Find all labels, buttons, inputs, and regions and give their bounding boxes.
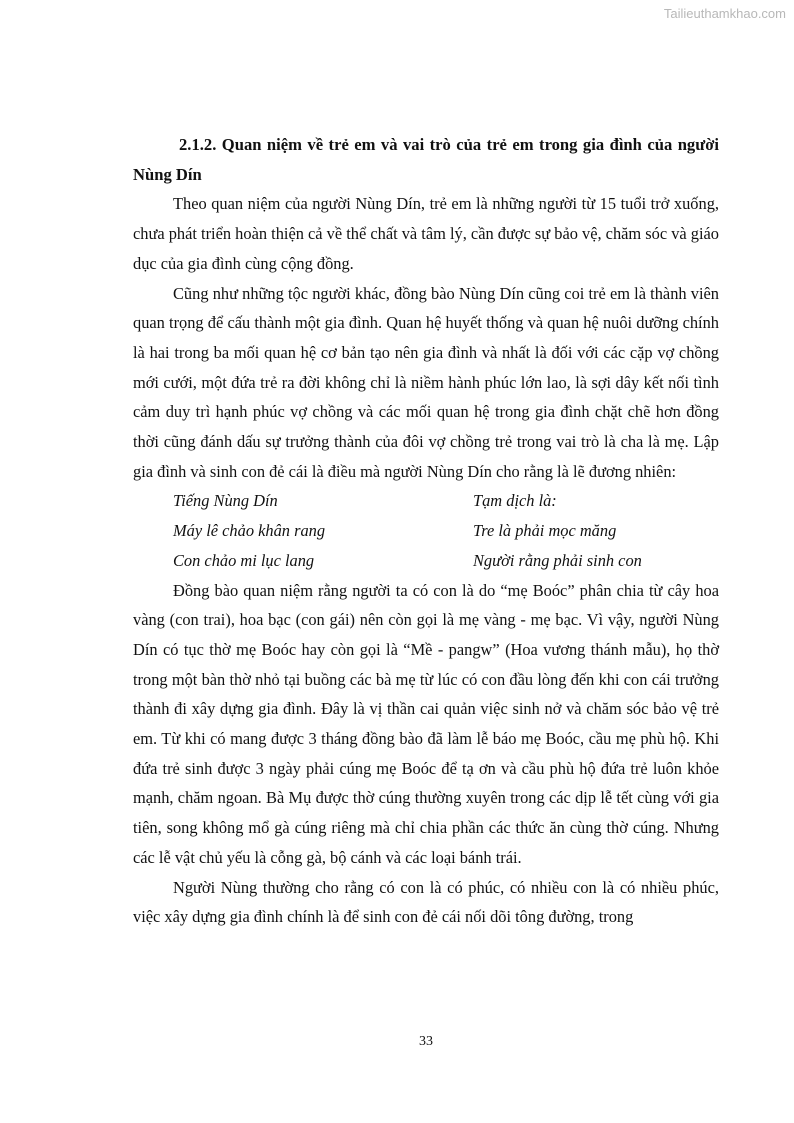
verse-translation-line: Tre là phải mọc măng [473, 521, 617, 541]
paragraph-1: Theo quan niệm của người Nùng Dín, trẻ em là những người từ 15 tuổi trở xuống, chưa phát triển hoàn thiện cả về thể chất và tâm lý, cần được sự bảo vệ, chăm sóc và giáo dục của gia đình cùng cộng đồng. [133, 194, 720, 273]
verse-nung-din-line: Con chảo mi lục lang [173, 550, 315, 570]
verse-nung-din-line: Máy lê chảo khân rang [173, 521, 326, 541]
verse-nung-din-line: Tiếng Nùng Dín [173, 491, 278, 511]
verse-row-3 [133, 546, 719, 576]
paragraph-4: Người Nùng thường cho rằng có con là có phúc, có nhiều con là có nhiều phúc, việc xây dựng gia đình chính là để sinh con đẻ cái nối dõi tông đường, trong [133, 877, 719, 927]
document-body [133, 130, 719, 932]
verse-row-2 [133, 516, 719, 546]
paragraph-3: Đồng bào quan niệm rằng người ta có con là do “mẹ Boóc” phân chia từ cây hoa vàng (con trai), hoa bạc (con gái) nên còn gọi là mẹ vàng - mẹ bạc. Vì vậy, người Nùng Dín có tục thờ mẹ Boóc hay còn gọi là “Mề - pangw” (Hoa vương thánh mẫu), họ thờ trong một bàn thờ nhỏ tại buồng các bà mẹ từ lúc có con đầu lòng đến khi con cái trưởng thành đi xây dựng gia đình. Đây là vị thần cai quản việc sinh nở và chăm sóc bảo vệ trẻ em. Từ khi có mang được 3 tháng đồng bào đã làm lễ báo mẹ Boóc, cầu mẹ phù hộ. Khi đứa trẻ sinh được 3 ngày phải cúng mẹ Boóc để tạ ơn và cầu phù hộ đứa trẻ luôn khỏe mạnh, chăm ngoan. Bà Mụ được thờ cúng thường xuyên trong các dịp lễ tết cùng với gia tiên, song không mổ gà cúng riêng mà chỉ chia phần các thức ăn cùng thờ cúng. Nhưng các lễ vật chủ yếu là cỗng gà, bộ cánh và các loại bánh trái. [133, 580, 719, 867]
verse-translation-line: Tạm dịch là: [473, 491, 557, 511]
watermark: Tailieuthamkhao.com [663, 6, 786, 21]
verse-row-1 [133, 486, 719, 516]
section-heading: 2.1.2. Quan niệm về trẻ em và vai trò của trẻ em trong gia đình của người Nùng Dín [133, 135, 719, 184]
page-number: 33 [419, 1034, 433, 1049]
paragraph-2: Cũng như những tộc người khác, đồng bào Nùng Dín cũng coi trẻ em là thành viên quan trọng để cấu thành một gia đình. Quan hệ huyết thống và quan hệ nuôi dưỡng chính là hai trong ba mối quan hệ cơ bản tạo nên gia đình và nhất là đối với các cặp vợ chồng mới cưới, một đứa trẻ ra đời không chỉ là niềm hành phúc lớn lao, là sợi dây kết nối tình cảm duy trì hạnh phúc vợ chồng và các mối quan hệ trong gia đình chặt chẽ hơn đồng thời cũng đánh dấu sự trưởng thành của đôi vợ chồng trẻ trong vai trò là cha là mẹ. Lập gia đình và sinh con đẻ cái là điều mà người Nùng Dín cho rằng là lẽ đương nhiên: [133, 283, 719, 481]
verse-translation-line: Người rằng phải sinh con [473, 550, 642, 570]
